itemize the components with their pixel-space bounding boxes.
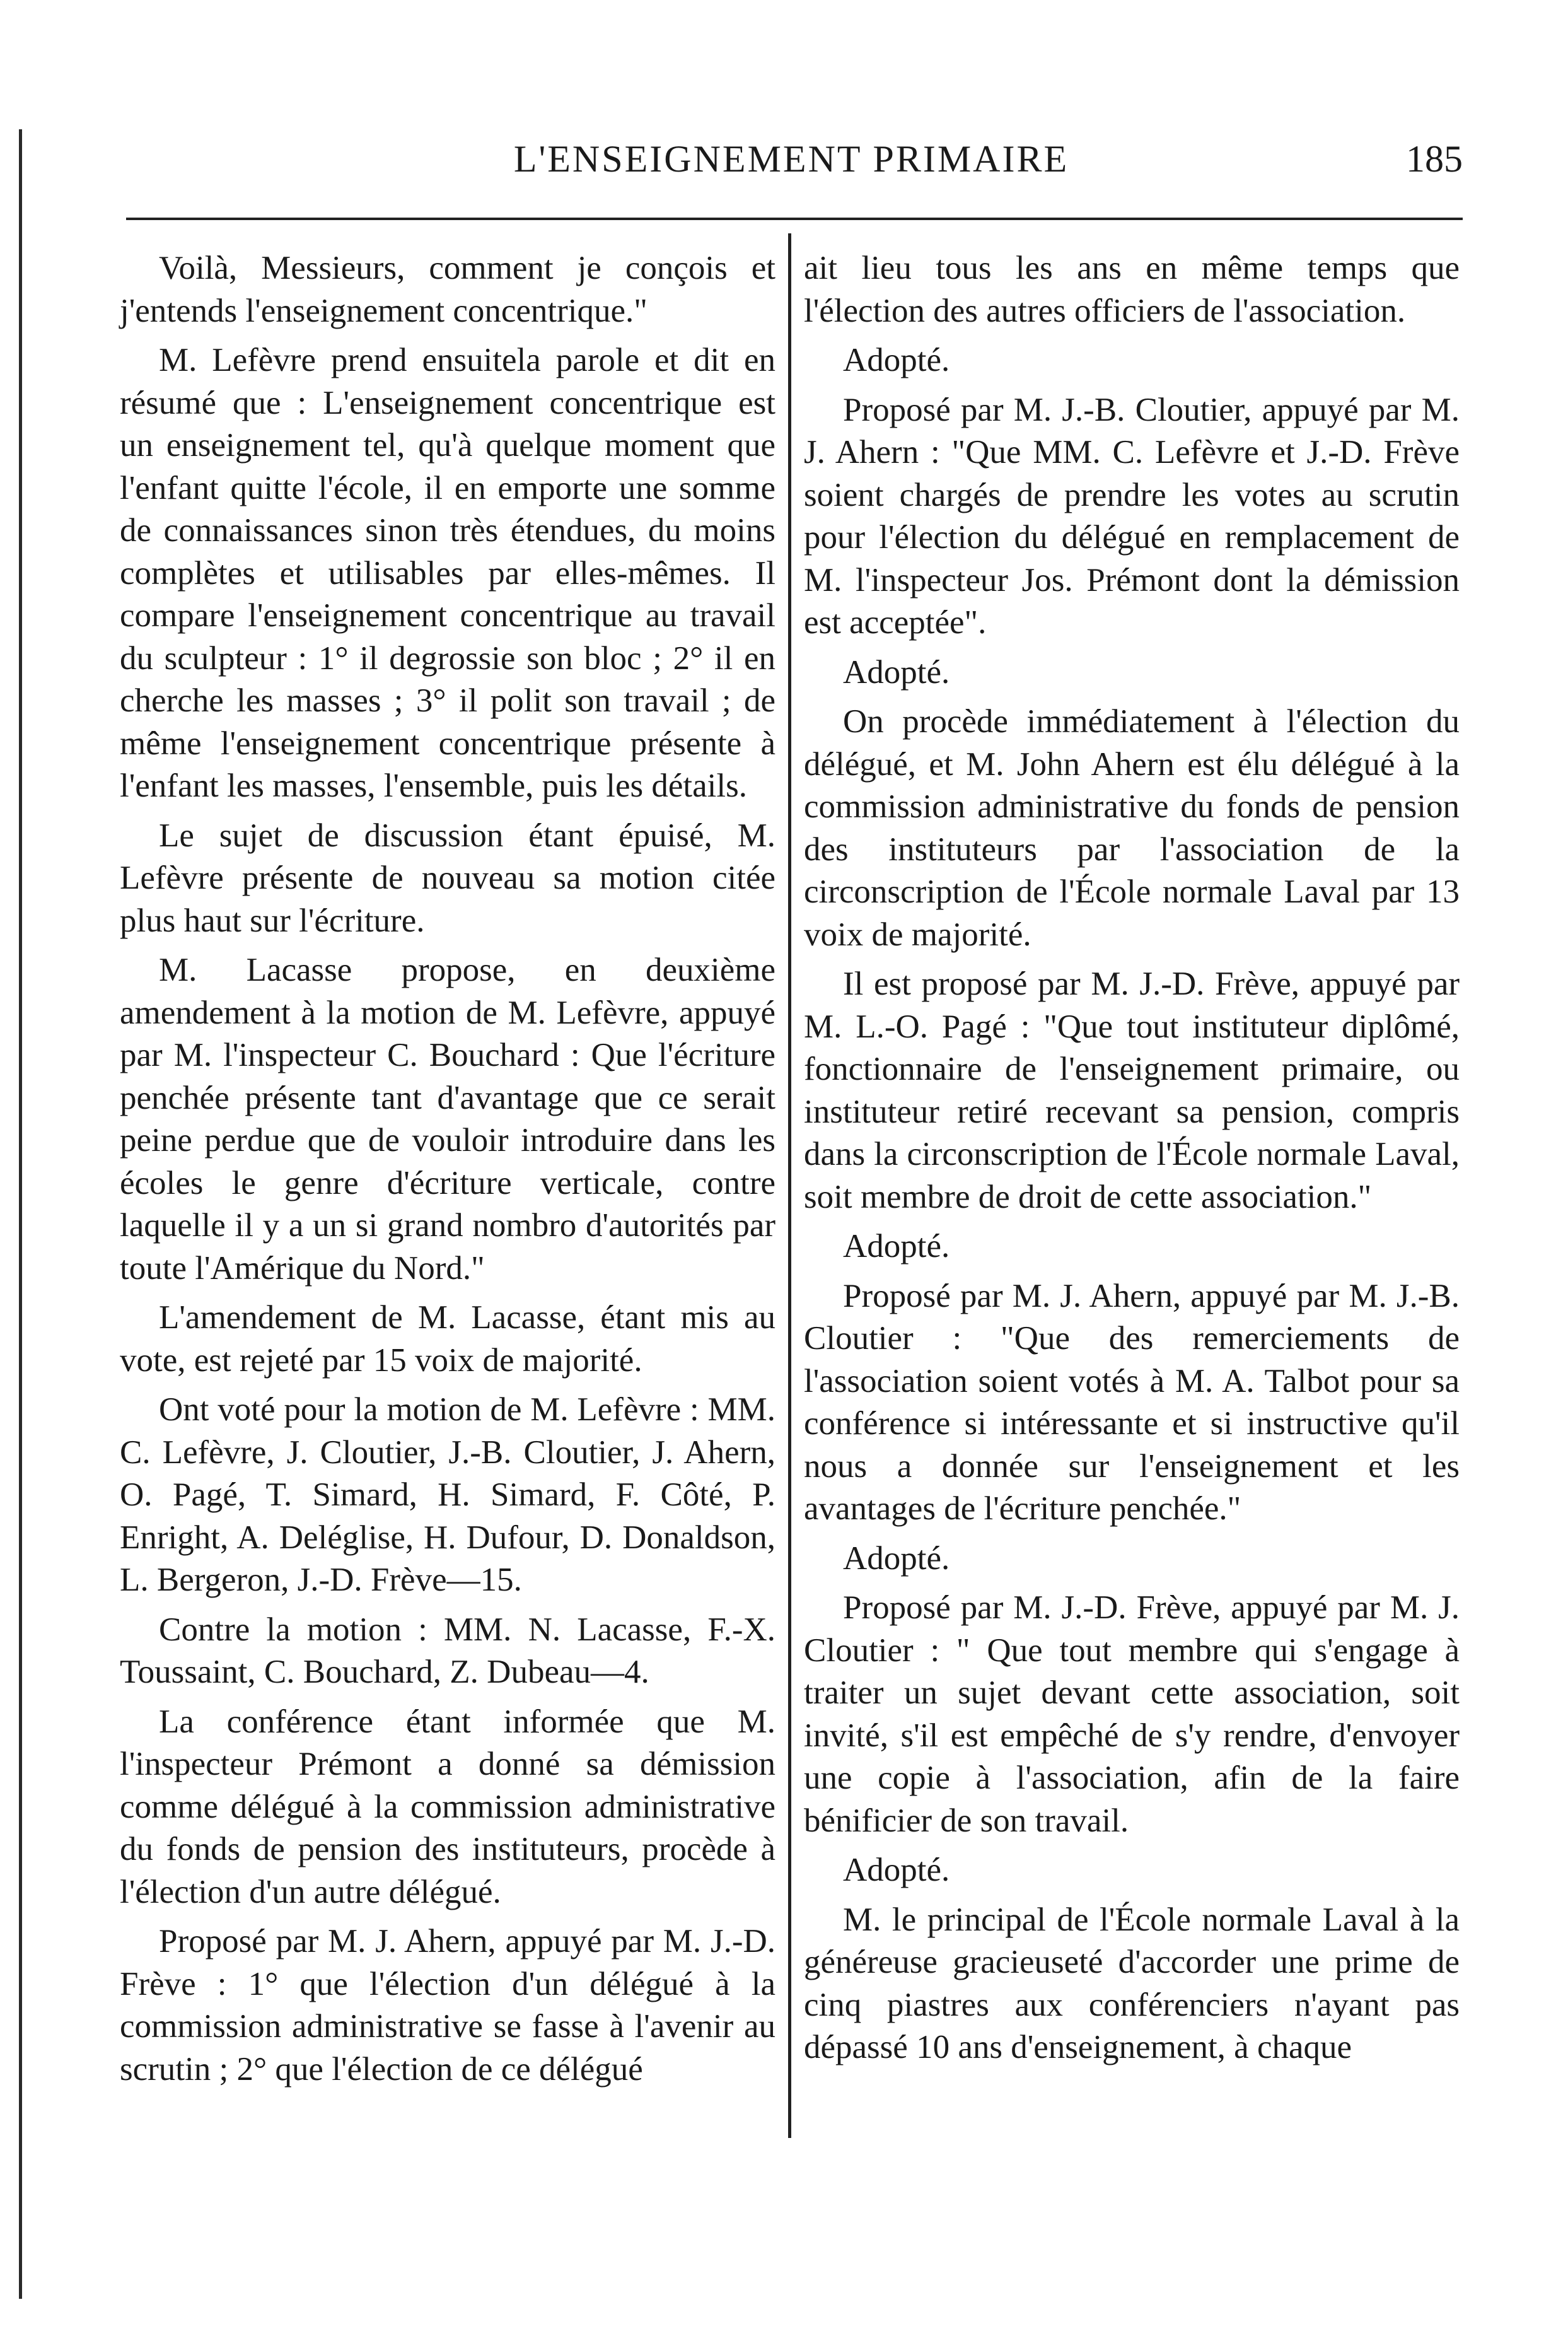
paragraph: Proposé par M. J. Ahern, appuyé par M. J.-D. Frève : 1° que l'élection d'un délégué à la commission administrative se fasse à l'avenir au scrutin ; 2° que l'élection de ce délégué [120, 1923, 775, 2088]
paragraph: Adopté. [843, 1228, 950, 1265]
running-title: L'ENSEIGNEMENT PRIMAIRE [513, 138, 1069, 180]
paragraph: L'amendement de M. Lacasse, étant mis au vote, est rejeté par 15 voix de majorité. [120, 1299, 775, 1379]
left-column [120, 247, 775, 2098]
paragraph: Il est proposé par M. J.-D. Frève, appuyé par M. L.-O. Pagé : "Que tout instituteur diplômé, fonctionnaire de l'enseignement primaire, ou instituteur retiré recevant sa pension, compris dans la circonscription de l'École normale Laval, soit membre de droit de cette association." [804, 966, 1460, 1215]
continued-paragraph: ait lieu tous les ans en même temps que l'élection des autres officiers de l'association. [804, 250, 1460, 329]
column-divider [788, 233, 791, 2138]
paragraph: Adopté. [843, 653, 950, 691]
paragraph: Proposé par M. J.-B. Cloutier, appuyé par M. J. Ahern : "Que MM. C. Lefèvre et J.-D. Frève soient chargés de prendre les votes au scrutin pour l'élection du délégué en remplacement de M. l'inspecteur Jos. Prémont dont la démission est acceptée". [804, 391, 1460, 641]
right-column [804, 247, 1460, 2076]
page-header [120, 137, 1463, 194]
paragraph: Adopté. [843, 1852, 950, 1888]
paragraph: M. Lacasse propose, en deuxième amendement à la motion de M. Lefèvre, appuyé par M. l'inspecteur C. Bouchard : Que l'écriture penchée présente tant d'avantage que ce serait peine perdue que de vouloir introduire dans les écoles le genre d'écriture verticale, contre laquelle il y a un si grand nombro d'autorités par toute l'Amérique du Nord." [120, 952, 775, 1287]
page-edge-rule [19, 129, 22, 2299]
page-number: 185 [1406, 138, 1463, 180]
paragraph: Adopté. [843, 1539, 950, 1577]
paragraph: Adopté. [843, 342, 950, 378]
paragraph: Contre la motion : MM. N. Lacasse, F.-X. Toussaint, C. Bouchard, Z. Dubeau—4. [120, 1611, 775, 1690]
paragraph: La conférence étant informée que M. l'inspecteur Prémont a donné sa démission comme délégué à la commission administrative du fonds de pension des instituteurs, procède à l'élection d'un autre délégué. [120, 1703, 775, 1910]
paragraph: Le sujet de discussion étant épuisé, M. Lefèvre présente de nouveau sa motion citée plus haut sur l'écriture. [120, 817, 775, 939]
paragraph: M. le principal de l'École normale Laval à la généreuse gracieuseté d'accorder une prime de cinq piastres aux conférenciers n'ayant pas dépassé 10 ans d'enseignement, à chaque [804, 1901, 1460, 2065]
header-rule [126, 218, 1463, 220]
paragraph: On procède immédiatement à l'élection du délégué, et M. John Ahern est élu délégué à la commission administrative du fonds de pension des instituteurs par l'association de la circonscription de l'École normale Laval par 13 voix de majorité. [804, 703, 1460, 953]
paragraph: Proposé par M. J. Ahern, appuyé par M. J.-B. Cloutier : "Que des remerciements de l'association soient votés à M. A. Talbot pour sa conférence si intéressante et si instructive qu'il nous a donnée sur l'enseignement et les avantages de l'écriture penchée." [804, 1277, 1460, 1527]
paragraph: Voilà, Messieurs, comment je conçois et j'entends l'enseignement concentrique." [120, 250, 775, 329]
paragraph: Proposé par M. J.-D. Frève, appuyé par M. J. Cloutier : " Que tout membre qui s'engage à traiter un sujet devant cette association, soit invité, s'il est empêché de s'y rendre, d'envoyer une copie à l'association, afin de la faire bénificier de son travail. [804, 1589, 1460, 1839]
paragraph: M. Lefèvre prend ensuitela parole et dit en résumé que : L'enseignement concentrique est un enseignement tel, qu'à quelque moment que l'enfant quitte l'école, il en emporte une somme de connaissances sinon très étendues, du moins complètes et utilisables par elles-mêmes. Il compare l'enseignement concentrique au travail du sculpteur : 1° il degrossie son bloc ; 2° il en cherche les masses ; 3° il polit son travail ; de même l'enseignement concentrique présente à l'enfant les masses, l'ensemble, puis les détails. [120, 342, 775, 804]
paragraph: Ont voté pour la motion de M. Lefèvre : MM. C. Lefèvre, J. Cloutier, J.-B. Cloutier, J. Ahern, O. Pagé, T. Simard, H. Simard, F. Côté, P. Enright, A. Deléglise, H. Dufour, D. Donaldson, L. Bergeron, J.-D. Frève—15. [120, 1391, 775, 1598]
